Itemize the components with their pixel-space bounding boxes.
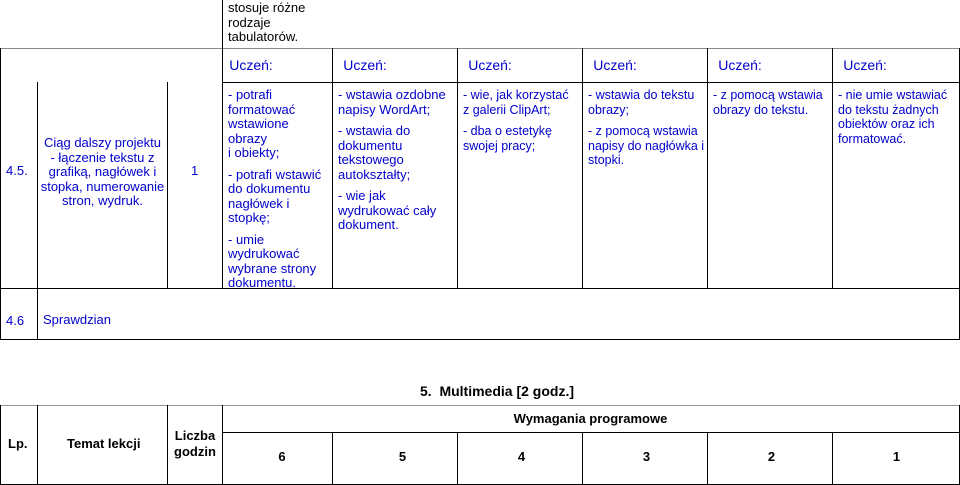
section-title: 5. Multimedia [2 godz.] [420, 383, 575, 399]
student-header: Uczeń: [593, 57, 637, 73]
student-header: Uczeń: [229, 57, 273, 73]
grade-header: 3 [642, 449, 651, 464]
requirement-line: i obiekty; [228, 145, 280, 160]
topic-line: Ciąg dalszy projektu [43, 135, 162, 150]
top-fragment-text [228, 1, 320, 45]
requirement-item [588, 88, 706, 117]
requirement-line: autokształty; [338, 166, 411, 182]
requirement-line: formatować [228, 101, 296, 117]
topic-line: stopka, numerowanie [40, 178, 165, 194]
requirement-line: swojej pracy; [463, 138, 536, 153]
student-header: Uczeń: [843, 57, 887, 73]
requirement-line: dokumentu [338, 137, 403, 153]
column-header-requirements: Wymagania programowe [513, 411, 668, 426]
requirement-item [228, 168, 328, 226]
column-header-lp: Lp. [8, 436, 28, 451]
requirement-item [228, 88, 328, 161]
column-header-hours-line: godzin [174, 444, 216, 459]
topic-line: stron, wydruk. [62, 193, 143, 208]
requirement-line: stopki. [588, 153, 625, 167]
requirement-line: - z pomocą wstawia [588, 124, 698, 138]
requirement-line: formatować. [838, 131, 907, 146]
grade-header: 5 [398, 449, 407, 464]
requirement-line: - wstawia ozdobne [338, 87, 446, 102]
requirement-item [338, 124, 456, 182]
requirement-item [338, 189, 456, 233]
lesson-topic: Sprawdzian [43, 312, 111, 327]
requirements-grade-5 [338, 88, 456, 233]
requirement-line: - wstawia do tekstu [588, 88, 695, 102]
requirement-line: - wie, jak korzystać [463, 88, 569, 102]
requirements-grade-2 [713, 88, 831, 117]
grade-header: 2 [767, 449, 776, 464]
requirement-line: stopkę; [228, 210, 270, 225]
grade-header: 6 [278, 449, 286, 464]
requirement-line: - wie jak [338, 188, 386, 203]
requirement-line: do dokumentu [228, 181, 311, 196]
requirement-line: - wstawia do [338, 123, 411, 138]
student-header: Uczeń: [343, 57, 387, 73]
requirement-line: napisy do nagłówka i [588, 138, 705, 153]
requirement-item [338, 88, 456, 117]
requirement-line: z galerii ClipArt; [463, 102, 551, 117]
requirement-line: - umie [228, 231, 265, 247]
top-fragment-line: tabulatorów. [228, 29, 299, 44]
requirement-line: wydrukować [228, 246, 300, 261]
requirement-line: dokument. [338, 217, 399, 232]
top-fragment-line: stosuje różne [228, 0, 306, 15]
row-number: 4.5. [6, 163, 28, 178]
requirement-line: obrazy; [588, 102, 629, 117]
topic-line: - łączenie tekstu z [50, 149, 155, 165]
topic-line: grafiką, nagłówek i [48, 164, 157, 179]
requirement-line: wybrane strony [228, 260, 317, 276]
requirement-item [463, 124, 581, 153]
column-header-hours [168, 428, 222, 460]
requirements-grade-6 [228, 88, 328, 291]
student-header: Uczeń: [468, 57, 512, 73]
requirement-line: obiektów oraz ich [838, 117, 935, 131]
requirement-line: napisy WordArt; [338, 101, 431, 117]
requirement-line: dokumentu. [228, 275, 296, 290]
requirement-line: - z pomocą wstawia [713, 88, 823, 102]
row-number: 4.6 [6, 313, 25, 328]
requirement-line: obrazy do tekstu. [713, 102, 809, 117]
requirement-item [588, 124, 706, 168]
requirement-line: nagłówek i [228, 195, 290, 211]
requirement-line: - potrafi [228, 87, 273, 102]
requirement-line: wydrukować cały [338, 202, 437, 218]
requirement-line: - dba o estetykę [463, 124, 552, 138]
requirement-item [713, 88, 831, 117]
requirement-item [838, 88, 958, 146]
requirement-line: wstawione obrazy [228, 116, 289, 146]
requirements-grade-4 [463, 88, 581, 153]
requirement-item [228, 233, 328, 291]
requirement-line: do tekstu żadnych [838, 102, 939, 117]
column-header-topic: Temat lekcji [67, 436, 141, 451]
requirements-grade-1 [838, 88, 958, 146]
grade-header: 4 [517, 449, 526, 464]
lesson-hours: 1 [191, 163, 199, 178]
grade-header: 1 [892, 449, 901, 464]
lesson-topic [38, 136, 167, 209]
column-header-hours-line: Liczba [174, 428, 216, 443]
requirement-line: - potrafi wstawić [228, 166, 322, 182]
student-header: Uczeń: [718, 57, 762, 73]
requirement-line: - nie umie wstawiać [838, 88, 948, 102]
requirement-line: tekstowego [338, 152, 404, 167]
top-fragment-line: rodzaje [228, 14, 271, 30]
requirement-item [463, 88, 581, 117]
requirements-grade-3 [588, 88, 706, 168]
